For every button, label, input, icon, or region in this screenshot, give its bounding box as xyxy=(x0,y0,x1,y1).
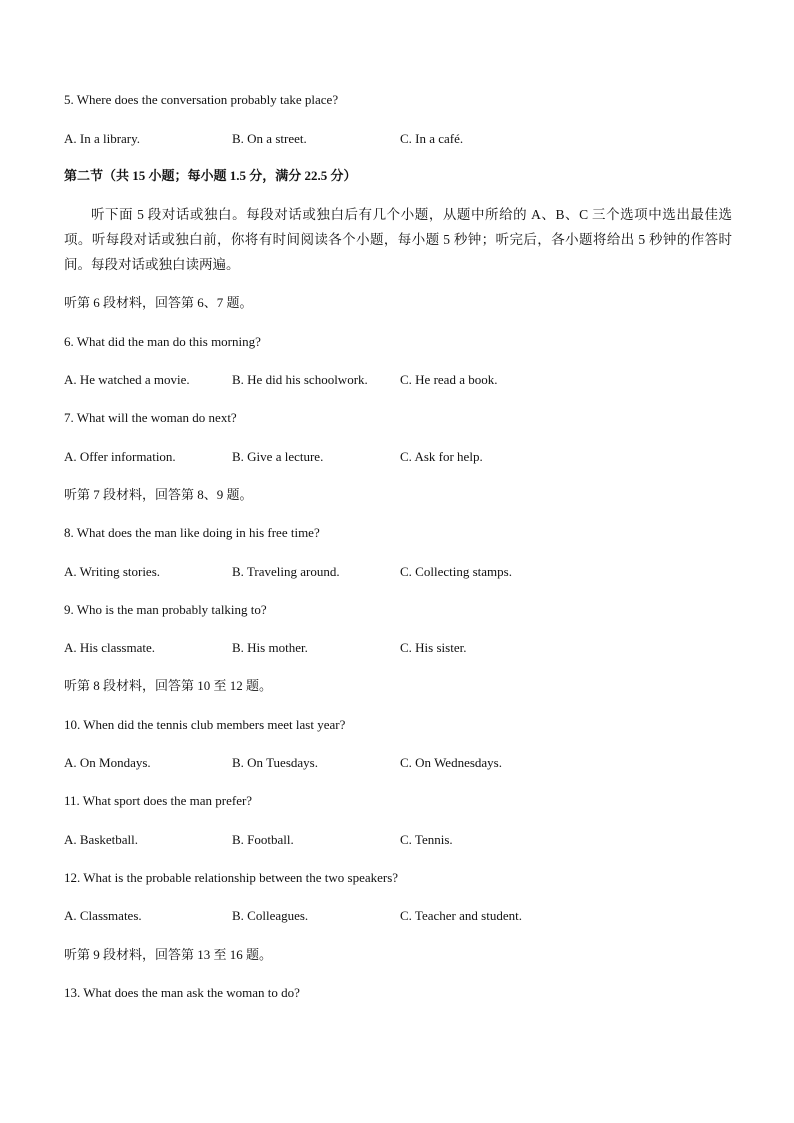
option-b: B. Give a lecture. xyxy=(232,449,324,464)
question-12: 12. What is the probable relationship between the two speakers? xyxy=(64,870,399,885)
question-11-options xyxy=(0,832,794,848)
option-b: B. On Tuesdays. xyxy=(232,755,318,770)
option-c: C. Collecting stamps. xyxy=(400,564,512,579)
question-11: 11. What sport does the man prefer? xyxy=(64,793,253,808)
question-8-options xyxy=(0,564,794,580)
option-a: A. Offer information. xyxy=(64,449,176,464)
material-6-heading: 听第 6 段材料，回答第 6、7 题。 xyxy=(64,295,253,310)
question-7-options xyxy=(0,449,794,465)
option-c: C. On Wednesdays. xyxy=(400,755,502,770)
question-9: 9. Who is the man probably talking to? xyxy=(64,602,267,617)
option-c: C. Ask for help. xyxy=(400,449,483,464)
material-8-heading: 听第 8 段材料，回答第 10 至 12 题。 xyxy=(64,678,273,693)
question-6: 6. What did the man do this morning? xyxy=(64,334,261,349)
option-c: C. His sister. xyxy=(400,640,467,655)
option-b: B. Football. xyxy=(232,832,294,847)
material-9-heading: 听第 9 段材料，回答第 13 至 16 题。 xyxy=(64,947,273,962)
option-a: A. On Mondays. xyxy=(64,755,151,770)
option-a: A. Basketball. xyxy=(64,832,139,847)
question-6-options xyxy=(0,372,794,388)
option-b: B. He did his schoolwork. xyxy=(232,372,368,387)
question-8: 8. What does the man like doing in his free time? xyxy=(64,525,320,540)
question-9-options xyxy=(0,640,794,656)
question-5: 5. Where does the conversation probably take place? xyxy=(64,92,339,107)
option-a: A. He watched a movie. xyxy=(64,372,190,387)
option-b: B. His mother. xyxy=(232,640,308,655)
section-2-heading: 第二节（共 15 小题；每小题 1.5 分，满分 22.5 分） xyxy=(64,168,357,183)
option-a: A. In a library. xyxy=(64,131,141,146)
option-c: C. In a café. xyxy=(400,131,464,146)
option-c: C. Teacher and student. xyxy=(400,908,522,923)
question-13: 13. What does the man ask the woman to do? xyxy=(64,985,300,1000)
question-7: 7. What will the woman do next? xyxy=(64,410,237,425)
question-10: 10. When did the tennis club members meet last year? xyxy=(64,717,346,732)
option-c: C. Tennis. xyxy=(400,832,453,847)
option-a: A. Classmates. xyxy=(64,908,142,923)
question-12-options xyxy=(0,908,794,924)
option-a: A. His classmate. xyxy=(64,640,155,655)
option-b: B. Colleagues. xyxy=(232,908,309,923)
section-2-instructions: 听下面 5 段对话或独白。每段对话或独白后有几个小题，从题中所给的 A、B、C 三个选项中选出最佳选项。听每段对话或独白前，你将有时间阅读各个小题，每小题 5 秒钟；听完后，各小题将给出 5 秒钟的作答时间。每段对话或独白读两遍。 xyxy=(64,207,732,272)
option-a: A. Writing stories. xyxy=(64,564,161,579)
option-c: C. He read a book. xyxy=(400,372,498,387)
material-7-heading: 听第 7 段材料，回答第 8、9 题。 xyxy=(64,487,253,502)
option-b: B. On a street. xyxy=(232,131,307,146)
question-5-options xyxy=(0,131,794,147)
option-b: B. Traveling around. xyxy=(232,564,340,579)
question-10-options xyxy=(0,755,794,771)
